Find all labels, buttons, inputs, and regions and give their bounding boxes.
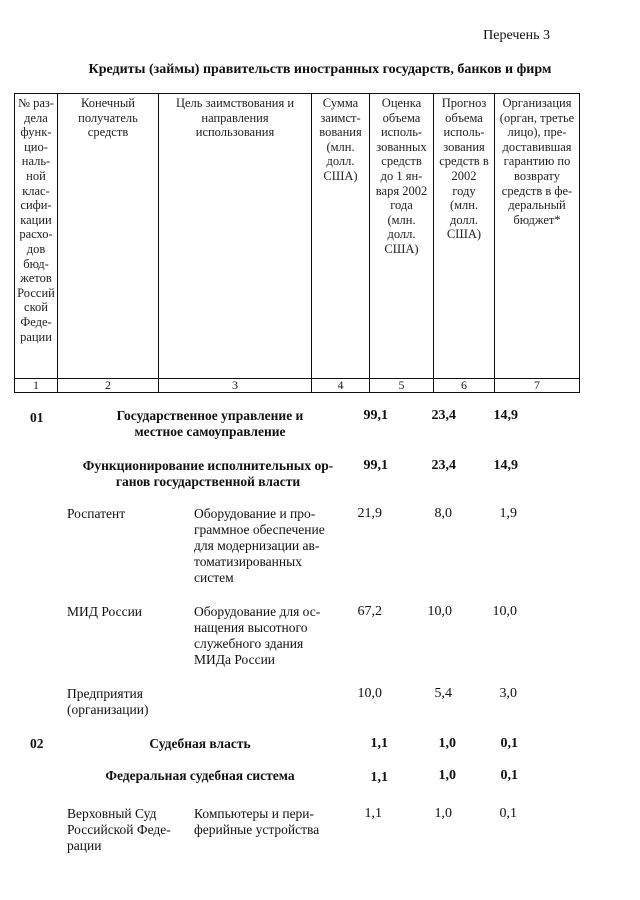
recipient: Роспатент: [67, 506, 126, 521]
used-value: 1,0: [434, 806, 452, 821]
loan-sum-value: 21,9: [357, 506, 382, 521]
used-value: 1,0: [438, 768, 456, 783]
forecast-value: 0,1: [499, 806, 517, 821]
used-value: 1,0: [438, 736, 456, 751]
column-number: 1: [15, 379, 58, 393]
header-table: [14, 93, 580, 393]
column-number: 3: [159, 379, 312, 393]
loan-sum-value: 1,1: [370, 736, 388, 751]
list-number: Перечень 3: [483, 28, 550, 43]
subsection-title: Функционирование исполнительных ор- ганов государственной власти: [82, 458, 334, 489]
header-used-estimate: Оценка объема исполь- зованных средств до 1 ян- варя 2002 года (млн. долл. США): [370, 94, 434, 379]
header-purpose: Цель заимствования и направления использования: [159, 94, 312, 379]
header-section-number: № раз- дела функ- цио- наль- ной клас- сифи- кации расхо- дов бюд- жетов Россий ской Феде- рации: [15, 94, 58, 379]
section-title: Судебная власть: [149, 736, 251, 751]
loan-sum-value: 1,1: [364, 806, 382, 821]
recipient: Верховный Суд Российской Феде- рации: [67, 806, 171, 853]
loan-sum-value: 99,1: [363, 458, 388, 473]
loan-sum-value: 67,2: [357, 604, 382, 619]
header-recipient: Конечный получатель средств: [58, 94, 159, 379]
column-number: 4: [312, 379, 370, 393]
used-value: 23,4: [431, 408, 456, 423]
section-title: Государственное управление и местное самоуправление: [116, 408, 304, 439]
used-value: 5,4: [434, 686, 452, 701]
forecast-value: 10,0: [492, 604, 517, 619]
loan-sum-value: 1,1: [370, 770, 388, 785]
column-number: 6: [434, 379, 495, 393]
header-guarantor: Организация (орган, третье лицо), пре- доставившая гарантию по возврату средств в фе- деральный бюджет*: [495, 94, 580, 379]
purpose: Компьютеры и пери- ферийные устройства: [194, 806, 320, 837]
forecast-value: 1,9: [499, 506, 517, 521]
used-value: 23,4: [431, 458, 456, 473]
loan-sum-value: 10,0: [357, 686, 382, 701]
recipient: Предприятия (организации): [67, 686, 149, 717]
forecast-value: 3,0: [499, 686, 517, 701]
used-value: 8,0: [434, 506, 452, 521]
column-number: 2: [58, 379, 159, 393]
recipient: МИД России: [67, 604, 143, 619]
header-forecast: Прогноз объема исполь- зования средств в 2002 году (млн. долл. США): [434, 94, 495, 379]
subsection-title: Федеральная судебная система: [105, 768, 295, 783]
purpose: Оборудование и про- граммное обеспечение для модернизации ав- томатизированных систем: [194, 506, 325, 585]
header-loan-sum: Сумма заимст- вования (млн. долл. США): [312, 94, 370, 379]
document-title: Кредиты (займы) правительств иностранных государств, банков и фирм: [88, 62, 552, 77]
column-number: 5: [370, 379, 434, 393]
forecast-value: 14,9: [493, 408, 518, 423]
section-code: 02: [30, 736, 44, 751]
loan-sum-value: 99,1: [363, 408, 388, 423]
forecast-value: 14,9: [493, 458, 518, 473]
forecast-value: 0,1: [500, 736, 518, 751]
section-code: 01: [30, 410, 44, 425]
forecast-value: 0,1: [500, 768, 518, 783]
column-number: 7: [495, 379, 580, 393]
purpose: Оборудование для ос- нащения высотного служебного здания МИДа России: [194, 604, 321, 667]
used-value: 10,0: [427, 604, 452, 619]
